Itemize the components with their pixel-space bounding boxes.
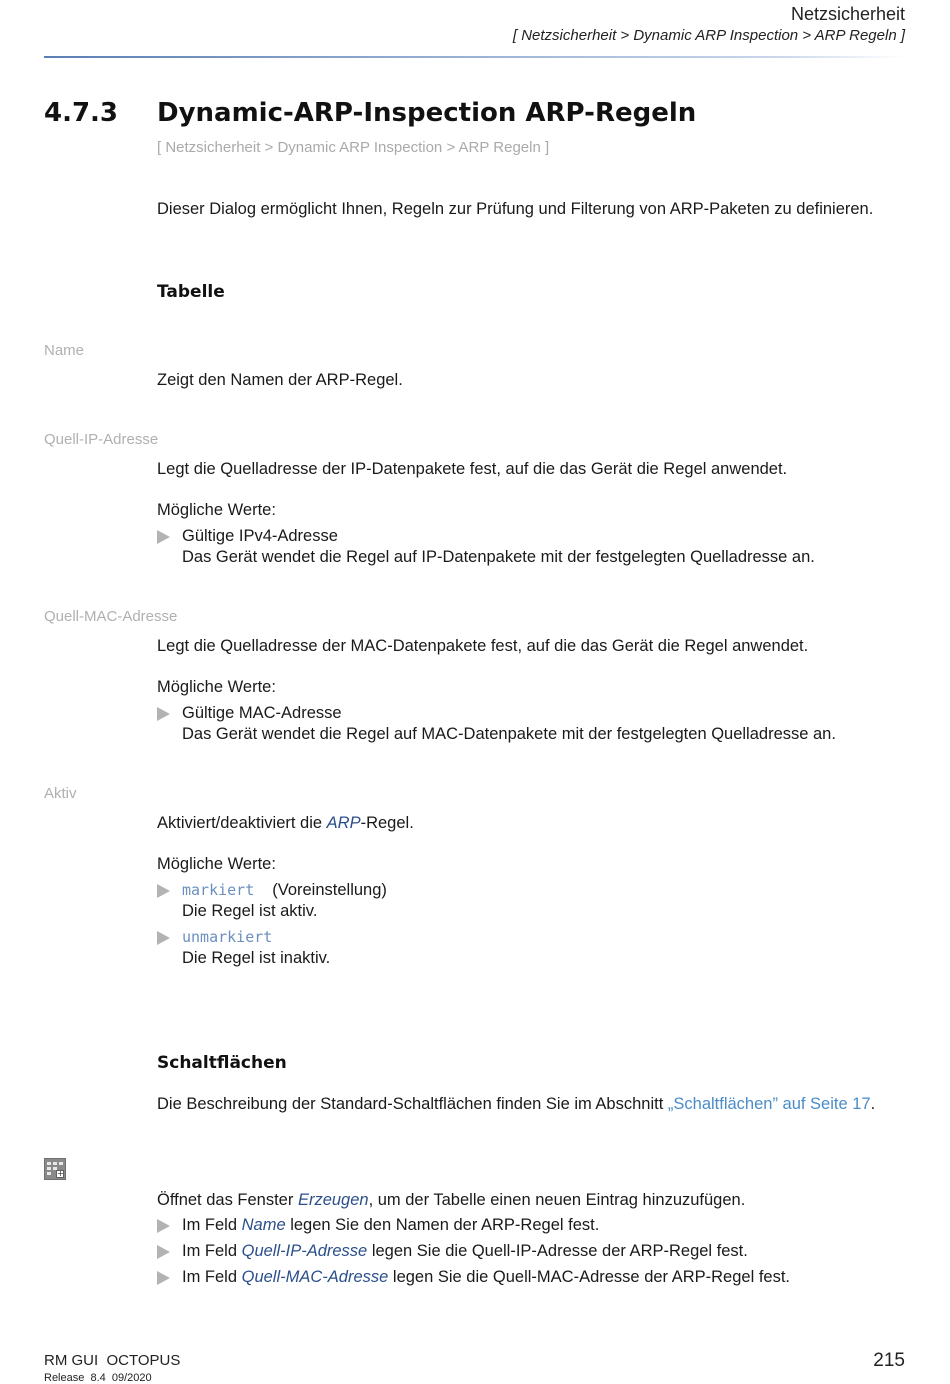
table-add-icon: + xyxy=(44,1158,66,1180)
desc-text: Öffnet das Fenster xyxy=(157,1191,298,1209)
desc-text: . xyxy=(870,1095,876,1113)
field-label-aktiv: Aktiv xyxy=(44,785,77,802)
value-desc-mac: Das Gerät wendet die Regel auf MAC-Datenpakete mit der festgelegten Quelladresse an. xyxy=(182,725,836,743)
section-breadcrumb: [ Netzsicherheit > Dynamic ARP Inspection > ARP Regeln ] xyxy=(157,139,550,156)
value-code-markiert: markiert xyxy=(182,881,255,899)
arp-glossary-link[interactable]: ARP xyxy=(326,814,361,832)
create-step xyxy=(182,1242,748,1261)
values-heading-aktiv: Mögliche Werte: xyxy=(157,855,276,873)
header-divider xyxy=(44,56,906,58)
bullet-arrow-icon xyxy=(157,884,170,898)
page-number: 215 xyxy=(873,1350,905,1371)
value-note-default: (Voreinstellung) xyxy=(272,881,387,899)
schaltflaechen-page-link[interactable]: „Schaltflächen” auf Seite 17 xyxy=(667,1095,871,1113)
section-number: 4.7.3 xyxy=(44,98,119,128)
section-intro: Dieser Dialog ermöglicht Ihnen, Regeln zur Prüfung und Filterung von ARP-Paketen zu definieren. xyxy=(157,200,874,218)
footer-product: RM GUI OCTOPUS xyxy=(44,1352,181,1369)
bullet-arrow-icon xyxy=(157,530,170,544)
running-header-title: Netzsicherheit xyxy=(790,4,905,24)
field-desc-quell-ip: Legt die Quelladresse der IP-Datenpakete fest, auf die das Gerät die Regel anwendet. xyxy=(157,460,788,478)
step-text: legen Sie den Namen der ARP-Regel fest. xyxy=(285,1216,600,1234)
bullet-arrow-icon xyxy=(157,707,170,721)
create-desc xyxy=(157,1191,745,1210)
running-header-breadcrumb: [ Netzsicherheit > Dynamic ARP Inspection > ARP Regeln ] xyxy=(512,27,905,44)
bullet-arrow-icon xyxy=(157,1271,170,1285)
step-text: legen Sie die Quell-MAC-Adresse der ARP-Regel fest. xyxy=(388,1268,791,1286)
bullet-arrow-icon xyxy=(157,1219,170,1233)
field-ref-quell-ip: Quell-IP-Adresse xyxy=(241,1242,368,1260)
value-desc-unmarkiert: Die Regel ist inaktiv. xyxy=(182,949,331,967)
field-ref-name: Name xyxy=(241,1216,286,1234)
value-desc-markiert: Die Regel ist aktiv. xyxy=(182,902,318,920)
bullet-arrow-icon xyxy=(157,931,170,945)
section-title: Dynamic-ARP-Inspection ARP-Regeln xyxy=(157,98,697,128)
value-title-mac: Gültige MAC-Adresse xyxy=(182,704,342,722)
field-desc-name: Zeigt den Namen der ARP-Regel. xyxy=(157,371,403,389)
value-title-ipv4: Gültige IPv4-Adresse xyxy=(182,527,338,545)
buttons-heading: Schaltflächen xyxy=(157,1053,287,1073)
step-text: Im Feld xyxy=(182,1268,242,1286)
values-heading-quell-ip: Mögliche Werte: xyxy=(157,501,276,519)
value-code-unmarkiert: unmarkiert xyxy=(182,928,273,946)
buttons-desc xyxy=(157,1095,875,1114)
footer-release: Release 8.4 09/2020 xyxy=(44,1372,152,1384)
table-heading: Tabelle xyxy=(157,282,225,302)
step-text: legen Sie die Quell-IP-Adresse der ARP-Regel fest. xyxy=(367,1242,748,1260)
desc-text: -Regel. xyxy=(360,814,414,832)
field-label-quell-ip: Quell-IP-Adresse xyxy=(44,431,159,448)
desc-text: Aktiviert/deaktiviert die xyxy=(157,814,327,832)
value-unmarkiert xyxy=(182,928,272,947)
field-desc-aktiv xyxy=(157,814,414,833)
step-text: Im Feld xyxy=(182,1242,242,1260)
erzeugen-window-ref: Erzeugen xyxy=(297,1191,369,1209)
field-label-quell-mac: Quell-MAC-Adresse xyxy=(44,608,178,625)
create-step xyxy=(182,1268,790,1287)
create-step xyxy=(182,1216,599,1235)
field-desc-quell-mac: Legt die Quelladresse der MAC-Datenpakete fest, auf die das Gerät die Regel anwendet. xyxy=(157,637,809,655)
desc-text: , um der Tabelle einen neuen Eintrag hinzuzufügen. xyxy=(368,1191,746,1209)
bullet-arrow-icon xyxy=(157,1245,170,1259)
value-desc-ipv4: Das Gerät wendet die Regel auf IP-Datenpakete mit der festgelegten Quelladresse an. xyxy=(182,548,815,566)
value-markiert xyxy=(182,881,387,900)
field-label-name: Name xyxy=(44,342,85,359)
desc-text: Die Beschreibung der Standard-Schaltflächen finden Sie im Abschnitt xyxy=(157,1095,668,1113)
field-ref-quell-mac: Quell-MAC-Adresse xyxy=(241,1268,389,1286)
step-text: Im Feld xyxy=(182,1216,242,1234)
values-heading-quell-mac: Mögliche Werte: xyxy=(157,678,276,696)
